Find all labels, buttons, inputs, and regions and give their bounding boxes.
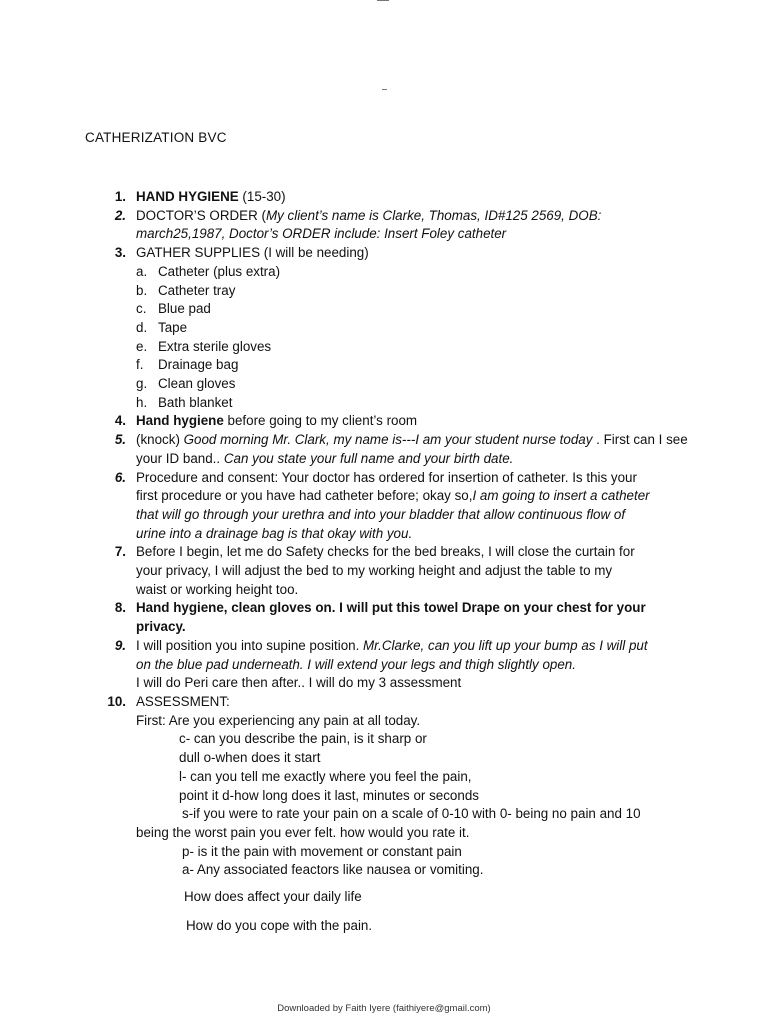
document-title: CATHERIZATION BVC [85,130,227,145]
supply-letter: g. [136,376,148,392]
header-dash [382,89,387,90]
item-text-italic: My client’s name is Clarke, Thomas, ID#125 2569, DOB: [265,207,602,223]
item-10 [100,693,700,712]
download-footer: Downloaded by Faith Iyere (faithiyere@gmail.com) [277,1003,491,1014]
item-number: 10. [107,693,126,709]
item-number: 5. [114,432,126,448]
assessment-c2: dull o-when does it start [179,750,321,766]
item-8 [100,599,700,636]
assessment-l1: l- can you tell me exactly where you feel the pain, [179,768,472,784]
item-text: DOCTOR’S ORDER ( [136,207,266,223]
supply-text: Bath blanket [158,394,233,410]
item-text: your privacy, I will adjust the bed to my working height and adjust the table to my [136,563,613,579]
supply-item [100,282,700,301]
item-text: . First can I see [592,432,688,448]
supply-item [100,300,700,319]
item-text: (knock) [136,432,184,448]
supply-letter: c. [136,301,147,317]
item-number: 6. [114,469,126,485]
spacer [100,880,700,888]
item-number: 3. [114,245,126,261]
item-text-bold: Hand hygiene [136,413,224,429]
item-text: Procedure and consent: Your doctor has ordered for insertion of catheter. Is this your [136,469,637,485]
supply-letter: b. [136,282,148,298]
supply-item [100,319,700,338]
supply-text: Catheter (plus extra) [158,263,281,279]
item-number: 9. [114,637,126,653]
supply-text: Catheter tray [158,282,236,298]
item-text-italic: Good morning Mr. Clark, my name is---I am your student nurse today [183,432,593,448]
item-text-bold: HAND HYGIENE [136,189,239,204]
supply-letter: h. [136,394,148,410]
item-text-italic: march25,1987, Doctor’s ORDER include: Insert Foley catheter [136,226,507,242]
item-number: 7. [114,544,126,560]
item-text-italic: Mr.Clarke, can you lift up your bump as I will put [363,637,648,653]
spacer [100,907,700,917]
item-text: I will do Peri care then after.. I will do my 3 assessment [136,675,462,691]
item-text: GATHER SUPPLIES (I will be needing) [136,245,369,261]
assessment-p: p- is it the pain with movement or constant pain [182,843,462,859]
item-text: Before I begin, let me do Safety checks for the bed breaks, I will close the curtain for [136,544,635,560]
item-text: your ID band.. [136,450,224,466]
procedure-list [100,188,700,935]
assessment-c1: c- can you describe the pain, is it sharp or [179,731,427,747]
supply-letter: e. [136,338,148,354]
assessment-q2: How do you cope with the pain. [186,917,373,933]
supply-text: Clean gloves [158,376,236,392]
item-text: ASSESSMENT: [136,693,230,709]
item-2 [100,207,700,244]
supply-item [100,394,700,413]
top-mark [377,0,389,1]
assessment-a: a- Any associated feactors like nausea or vomiting. [182,862,484,878]
supply-item [100,375,700,394]
item-text-italic: on the blue pad underneath. I will extend your legs and thigh slightly open. [136,656,576,672]
assessment-l2: point it d-how long does it last, minutes or seconds [179,787,479,803]
item-text-italic: Can you state your full name and your birth date. [223,450,514,466]
item-number: 2. [114,207,126,223]
item-text: I will position you into supine position. [136,637,364,653]
supply-letter: f. [136,357,144,373]
item-text-italic: that will go through your urethra and into your bladder that allow continuous flow of [136,506,626,522]
item-1 [100,188,700,207]
item-5 [100,431,700,468]
supply-text: Drainage bag [158,357,239,373]
item-text-bold: privacy. [136,619,186,635]
item-text-italic: I am going to insert a catheter [472,488,650,504]
item-7 [100,543,700,599]
item-3 [100,244,700,263]
supply-item [100,356,700,375]
item-text: waist or working height too. [136,581,299,597]
item-6 [100,469,700,544]
supply-text: Blue pad [158,301,211,317]
item-text-italic: urine into a drainage bag is that okay with you. [136,525,413,541]
assessment-first: First: Are you experiencing any pain at all today. [136,712,421,728]
item-9 [100,637,700,693]
supply-letter: a. [136,263,148,279]
supply-text: Extra sterile gloves [158,338,272,354]
item-number: 1. [114,189,126,204]
assessment-s1: s-if you were to rate your pain on a scale of 0-10 with 0- being no pain and 10 [182,806,641,822]
assessment-q1: How does affect your daily life [184,889,362,905]
assessment-s2: being the worst pain you ever felt. how would you rate it. [136,824,470,840]
item-4 [100,412,700,431]
supply-item [100,263,700,282]
item-text-bold: Hand hygiene, clean gloves on. I will put this towel Drape on your chest for your [136,600,646,616]
item-number: 8. [114,600,126,616]
item-text: (15-30) [238,189,286,204]
supply-item [100,338,700,357]
item-text: before going to my client’s room [223,413,418,429]
item-text: first procedure or you have had catheter before; okay so, [136,488,473,504]
supply-letter: d. [136,319,148,335]
supply-text: Tape [158,319,188,335]
item-number: 4. [114,413,126,429]
